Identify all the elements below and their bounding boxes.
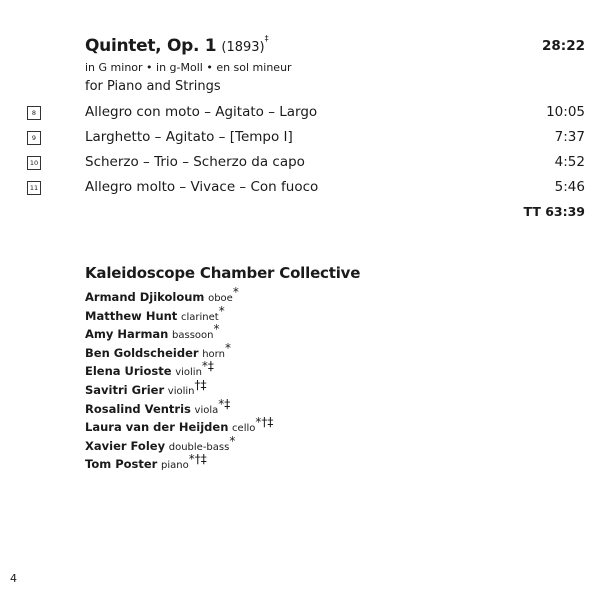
work-key: in G minor • in g-Moll • en sol mineur <box>85 61 292 74</box>
performer-instrument: bassoon <box>172 330 214 342</box>
work-heading <box>85 36 585 60</box>
work-year-mark: ‡ <box>264 34 269 43</box>
performer-instrument: cello <box>232 423 256 435</box>
work-block <box>85 36 585 99</box>
track-title: Allegro con moto – Agitato – Largo <box>85 104 318 120</box>
performer-name: Elena Urioste <box>85 364 172 379</box>
performer-marks: †‡ <box>194 378 207 393</box>
track-number-box: 8 <box>27 106 41 120</box>
performer-row <box>85 433 273 458</box>
performer-name: Xavier Foley <box>85 438 166 453</box>
performer-marks: *‡ <box>218 396 231 411</box>
performer-name: Laura van der Heijden <box>85 420 229 435</box>
performer-name: Rosalind Ventris <box>85 401 191 416</box>
track-row <box>27 154 585 179</box>
performer-name: Ben Goldscheider <box>85 345 199 360</box>
work-title: Quintet, Op. 1 <box>85 36 217 56</box>
performer-instrument: clarinet <box>180 311 219 323</box>
ensemble-name: Kaleidoscope Chamber Collective <box>85 264 361 282</box>
performer-row <box>85 285 273 309</box>
track-number-box: 9 <box>27 131 41 145</box>
performer-marks: *†‡ <box>188 452 207 467</box>
performer-row <box>85 415 274 439</box>
track-time: 10:05 <box>546 104 585 120</box>
work-year-text: (1893) <box>221 40 265 55</box>
track-row <box>27 129 585 154</box>
performer-instrument: oboe <box>208 293 233 304</box>
work-total-time: 28:22 <box>542 38 585 54</box>
performer-row <box>85 359 273 383</box>
performer-marks: *†‡ <box>255 415 274 430</box>
performer-name: Amy Harman <box>85 327 169 342</box>
performer-list <box>85 285 274 476</box>
performer-row <box>85 322 273 346</box>
track-title: Larghetto – Agitato – [Tempo I] <box>85 129 293 145</box>
track-time: 7:37 <box>554 129 585 145</box>
track-time: 5:46 <box>554 179 585 195</box>
performer-row <box>85 378 273 402</box>
performer-row <box>85 452 273 476</box>
track-row <box>27 104 585 129</box>
track-title: Allegro molto – Vivace – Con fuoco <box>85 179 319 195</box>
performer-instrument: violin <box>175 367 202 379</box>
performer-instrument: viola <box>194 404 219 416</box>
performer-instrument: horn <box>202 348 225 360</box>
performer-instrument: violin <box>167 385 195 397</box>
performer-instrument: piano <box>161 460 189 472</box>
track-number-box: 11 <box>27 181 41 195</box>
total-timing: TT 63:39 <box>523 204 585 219</box>
performer-marks: *‡ <box>201 359 214 374</box>
performer-instrument: double-bass <box>168 441 230 453</box>
performer-name: Tom Poster <box>85 457 158 472</box>
page-number: 4 <box>10 572 17 585</box>
performer-marks: * <box>224 340 231 355</box>
performer-name: Savitri Grier <box>85 382 165 397</box>
performer-name: Armand Djikoloum <box>85 290 205 304</box>
performer-row <box>85 303 273 328</box>
performer-marks: * <box>232 285 239 300</box>
track-list <box>27 104 585 204</box>
performer-row <box>85 340 273 365</box>
performer-row <box>85 396 273 421</box>
performer-marks: * <box>218 303 225 318</box>
performer-marks: * <box>213 322 220 337</box>
track-row <box>27 179 585 204</box>
work-scoring: for Piano and Strings <box>85 79 221 94</box>
performer-name: Matthew Hunt <box>85 308 178 323</box>
track-time: 4:52 <box>554 154 585 170</box>
performer-marks: * <box>229 433 236 448</box>
work-year <box>221 34 269 55</box>
track-title: Scherzo – Trio – Scherzo da capo <box>85 154 305 170</box>
track-number-box: 10 <box>27 156 41 170</box>
